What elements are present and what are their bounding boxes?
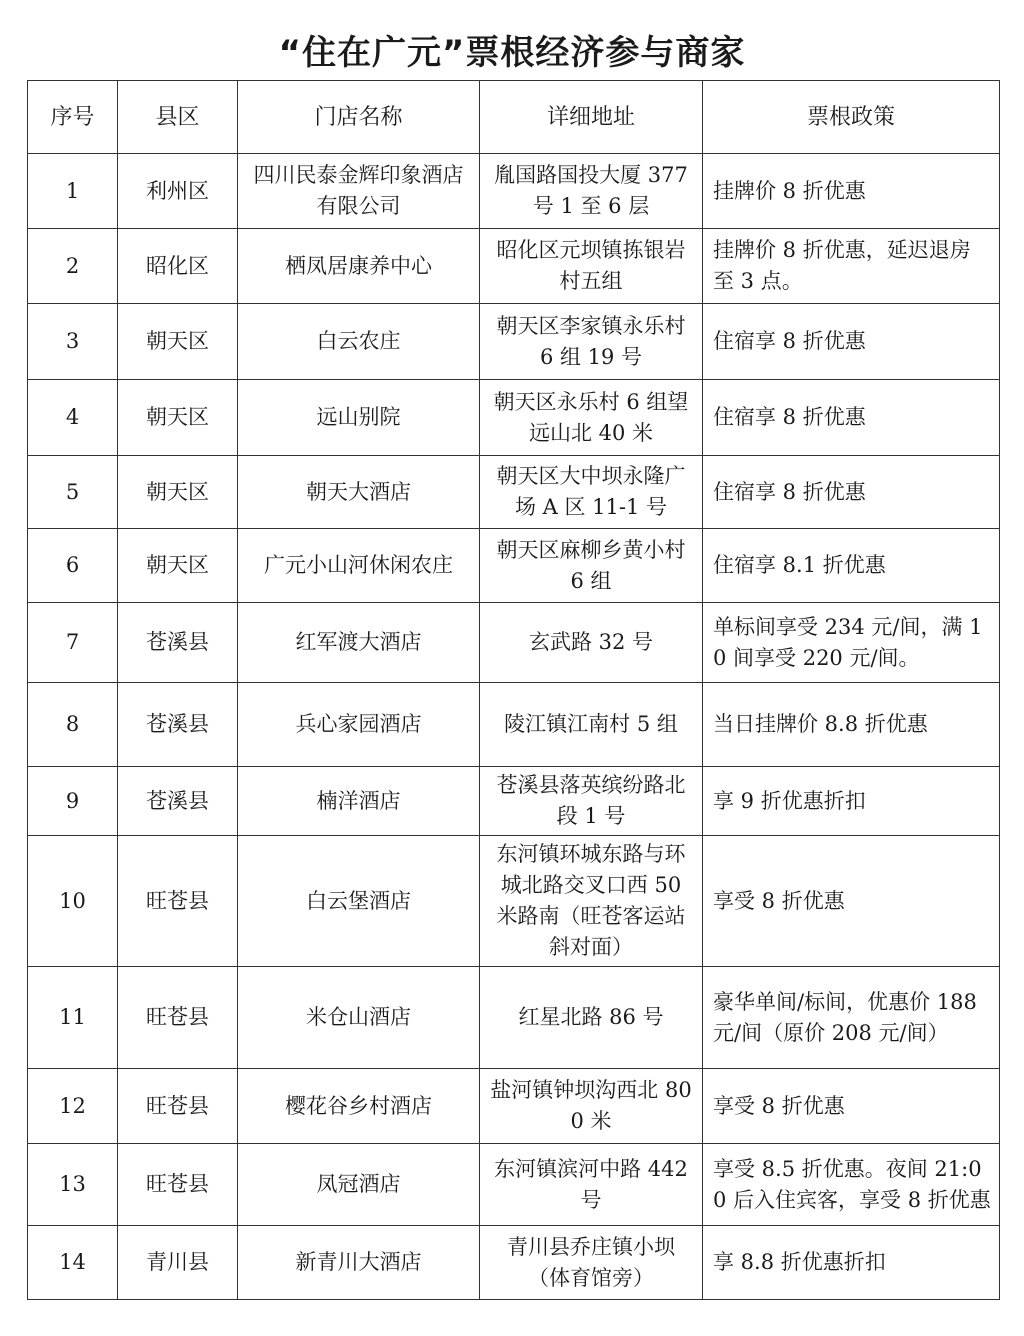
header-address: 详细地址 [480, 81, 703, 154]
cell-no: 8 [28, 683, 118, 767]
cell-address: 朝天区永乐村 6 组望远山北 40 米 [480, 380, 703, 456]
table-row [28, 529, 1000, 603]
header-no: 序号 [28, 81, 118, 154]
table-row [28, 1144, 1000, 1226]
cell-no: 10 [28, 836, 118, 967]
cell-address: 朝天区麻柳乡黄小村 6 组 [480, 529, 703, 603]
cell-address: 青川县乔庄镇小坝（体育馆旁） [480, 1226, 703, 1300]
cell-policy: 享 8.8 折优惠折扣 [703, 1226, 1000, 1300]
cell-no: 7 [28, 603, 118, 683]
table-row [28, 603, 1000, 683]
cell-store: 凤冠酒店 [238, 1144, 480, 1226]
table-row [28, 456, 1000, 529]
cell-no: 6 [28, 529, 118, 603]
table-row [28, 767, 1000, 836]
table-row [28, 1226, 1000, 1300]
cell-policy: 豪华单间/标间，优惠价 188 元/间（原价 208 元/间） [703, 967, 1000, 1069]
cell-address: 朝天区大中坝永隆广场 A 区 11-1 号 [480, 456, 703, 529]
cell-address: 东河镇滨河中路 442 号 [480, 1144, 703, 1226]
header-policy: 票根政策 [703, 81, 1000, 154]
cell-address: 昭化区元坝镇拣银岩村五组 [480, 229, 703, 304]
cell-store: 四川民泰金辉印象酒店有限公司 [238, 154, 480, 229]
cell-no: 1 [28, 154, 118, 229]
cell-address: 胤国路国投大厦 377 号 1 至 6 层 [480, 154, 703, 229]
cell-address: 盐河镇钟坝沟西北 800 米 [480, 1069, 703, 1144]
cell-no: 9 [28, 767, 118, 836]
cell-no: 11 [28, 967, 118, 1069]
cell-policy: 单标间享受 234 元/间，满 10 间享受 220 元/间。 [703, 603, 1000, 683]
table-row [28, 380, 1000, 456]
cell-no: 14 [28, 1226, 118, 1300]
cell-store: 新青川大酒店 [238, 1226, 480, 1300]
cell-store: 远山别院 [238, 380, 480, 456]
cell-store: 栖凤居康养中心 [238, 229, 480, 304]
cell-address: 陵江镇江南村 5 组 [480, 683, 703, 767]
cell-store: 樱花谷乡村酒店 [238, 1069, 480, 1144]
cell-county: 旺苍县 [118, 1144, 238, 1226]
merchant-table [27, 80, 1000, 1300]
cell-county: 朝天区 [118, 380, 238, 456]
cell-policy: 住宿享 8 折优惠 [703, 380, 1000, 456]
cell-county: 苍溪县 [118, 683, 238, 767]
cell-policy: 住宿享 8.1 折优惠 [703, 529, 1000, 603]
header-county: 县区 [118, 81, 238, 154]
cell-no: 3 [28, 304, 118, 380]
cell-county: 朝天区 [118, 304, 238, 380]
cell-address: 红星北路 86 号 [480, 967, 703, 1069]
table-header-row [28, 81, 1000, 154]
table-row [28, 154, 1000, 229]
cell-no: 5 [28, 456, 118, 529]
cell-county: 青川县 [118, 1226, 238, 1300]
cell-policy: 住宿享 8 折优惠 [703, 304, 1000, 380]
cell-county: 旺苍县 [118, 967, 238, 1069]
cell-county: 昭化区 [118, 229, 238, 304]
cell-store: 白云堡酒店 [238, 836, 480, 967]
header-store: 门店名称 [238, 81, 480, 154]
cell-county: 利州区 [118, 154, 238, 229]
table-row [28, 836, 1000, 967]
cell-policy: 当日挂牌价 8.8 折优惠 [703, 683, 1000, 767]
cell-county: 苍溪县 [118, 767, 238, 836]
cell-address: 苍溪县落英缤纷路北段 1 号 [480, 767, 703, 836]
cell-policy: 享受 8 折优惠 [703, 1069, 1000, 1144]
table-row [28, 229, 1000, 304]
cell-policy: 挂牌价 8 折优惠，延迟退房至 3 点。 [703, 229, 1000, 304]
cell-address: 玄武路 32 号 [480, 603, 703, 683]
cell-store: 楠洋酒店 [238, 767, 480, 836]
cell-address: 朝天区李家镇永乐村 6 组 19 号 [480, 304, 703, 380]
cell-policy: 挂牌价 8 折优惠 [703, 154, 1000, 229]
cell-county: 朝天区 [118, 529, 238, 603]
cell-store: 朝天大酒店 [238, 456, 480, 529]
cell-policy: 享受 8 折优惠 [703, 836, 1000, 967]
cell-county: 旺苍县 [118, 1069, 238, 1144]
cell-store: 白云农庄 [238, 304, 480, 380]
cell-store: 广元小山河休闲农庄 [238, 529, 480, 603]
cell-policy: 享受 8.5 折优惠。夜间 21:00 后入住宾客，享受 8 折优惠 [703, 1144, 1000, 1226]
table-row [28, 683, 1000, 767]
cell-county: 苍溪县 [118, 603, 238, 683]
cell-no: 12 [28, 1069, 118, 1144]
cell-store: 兵心家园酒店 [238, 683, 480, 767]
cell-store: 米仓山酒店 [238, 967, 480, 1069]
cell-address: 东河镇环城东路与环城北路交叉口西 50 米路南（旺苍客运站斜对面） [480, 836, 703, 967]
cell-no: 2 [28, 229, 118, 304]
cell-no: 13 [28, 1144, 118, 1226]
table-row [28, 967, 1000, 1069]
cell-county: 朝天区 [118, 456, 238, 529]
cell-policy: 住宿享 8 折优惠 [703, 456, 1000, 529]
page-title: “住在广元”票根经济参与商家 [278, 33, 746, 73]
table-row [28, 304, 1000, 380]
cell-store: 红军渡大酒店 [238, 603, 480, 683]
cell-policy: 享 9 折优惠折扣 [703, 767, 1000, 836]
table-row [28, 1069, 1000, 1144]
cell-county: 旺苍县 [118, 836, 238, 967]
cell-no: 4 [28, 380, 118, 456]
